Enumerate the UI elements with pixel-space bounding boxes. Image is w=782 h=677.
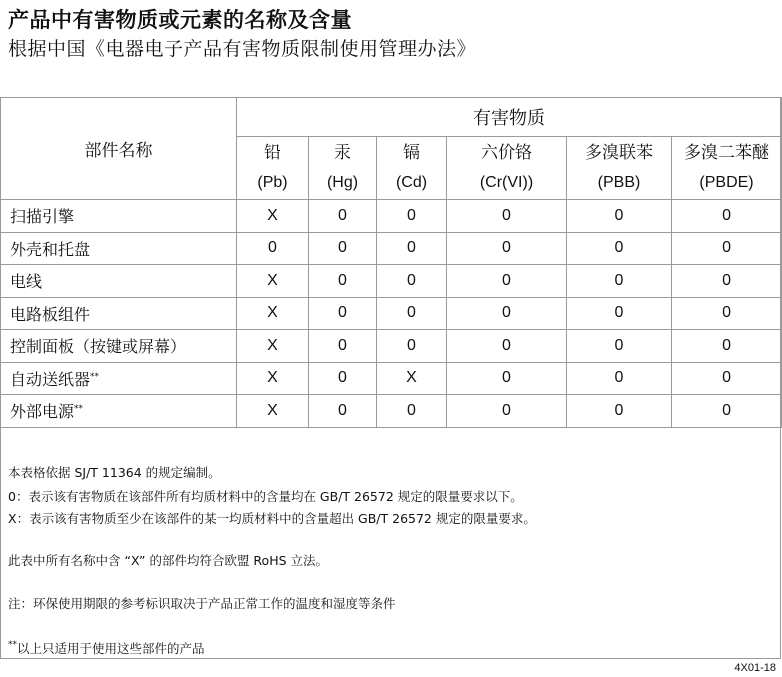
- substance-value-cell: 0: [237, 232, 309, 265]
- substance-value-cell: X: [237, 330, 309, 363]
- page-subtitle: 根据中国《电器电子产品有害物质限制使用管理办法》: [8, 38, 477, 60]
- substance-value-cell: X: [377, 362, 447, 395]
- note-environment-period: 注：环保使用期限的参考标识取决于产品正常工作的温度和湿度等条件: [8, 596, 396, 611]
- table-row: [1, 265, 782, 298]
- substance-value-cell: 0: [672, 297, 782, 330]
- substance-value-cell: 0: [377, 395, 447, 428]
- note-zero-meaning: 0：表示该有害物质在该部件所有均质材料中的含量均在 GB/T 26572 规定的限量要求以下。: [8, 489, 523, 504]
- substance-value-cell: 0: [447, 395, 567, 428]
- part-name-cell: [1, 362, 237, 395]
- substance-value-cell: 0: [567, 200, 672, 233]
- substance-value-cell: 0: [567, 265, 672, 298]
- substance-value-cell: X: [237, 200, 309, 233]
- note-applicability-text: 以上只适用于使用这些部件的产品: [17, 641, 205, 656]
- substance-name: 六价铬: [481, 143, 532, 163]
- substance-value-cell: 0: [672, 232, 782, 265]
- substance-value-cell: 0: [567, 362, 672, 395]
- substance-value-cell: 0: [447, 330, 567, 363]
- substance-value-cell: 0: [309, 362, 377, 395]
- substance-symbol: (PBB): [597, 174, 641, 191]
- part-name-cell: [1, 200, 237, 233]
- substance-header: [237, 137, 309, 200]
- substance-value-cell: X: [237, 362, 309, 395]
- substance-value-cell: 0: [309, 232, 377, 265]
- substance-value-cell: 0: [309, 330, 377, 363]
- substance-value-cell: 0: [377, 265, 447, 298]
- substance-value-cell: 0: [672, 200, 782, 233]
- part-name-cell: [1, 232, 237, 265]
- note-rohs: 此表中所有名称中含 “X” 的部件均符合欧盟 RoHS 立法。: [8, 553, 329, 568]
- substance-value-cell: 0: [447, 265, 567, 298]
- substance-value-cell: 0: [447, 362, 567, 395]
- substance-header: [447, 137, 567, 200]
- substance-value-cell: 0: [309, 200, 377, 233]
- part-name: 电路板组件: [10, 304, 91, 324]
- part-name: 自动送纸器: [10, 369, 91, 389]
- substance-value-cell: 0: [672, 330, 782, 363]
- substance-value-cell: 0: [567, 297, 672, 330]
- substance-value-cell: X: [237, 265, 309, 298]
- part-name-cell: [1, 395, 237, 428]
- substance-value-cell: 0: [447, 232, 567, 265]
- part-name-header: 部件名称: [1, 98, 237, 200]
- substance-symbol: (Cd): [395, 174, 428, 191]
- substance-name: 铅: [264, 143, 281, 163]
- substance-value-cell: 0: [377, 200, 447, 233]
- note-applicability: [8, 635, 205, 659]
- substance-value-cell: 0: [672, 362, 782, 395]
- substance-value-cell: 0: [377, 232, 447, 265]
- hazardous-substance-table: [0, 97, 782, 428]
- asterisk-mark: **: [90, 371, 100, 382]
- part-name: 电线: [10, 272, 43, 292]
- substance-symbol: (Pb): [257, 174, 288, 191]
- substance-value-cell: 0: [672, 395, 782, 428]
- document-code: 4X01-18: [734, 662, 776, 674]
- asterisk-mark: **: [74, 404, 84, 415]
- substance-value-cell: 0: [447, 297, 567, 330]
- substance-symbol: (Cr(VI)): [479, 174, 534, 191]
- substance-name: 多溴联苯: [585, 143, 653, 163]
- substance-header: [309, 137, 377, 200]
- table-row: [1, 362, 782, 395]
- substance-value-cell: 0: [377, 297, 447, 330]
- part-name: 外壳和托盘: [10, 239, 91, 259]
- substance-value-cell: 0: [567, 395, 672, 428]
- part-name-cell: [1, 265, 237, 298]
- substance-header: [567, 137, 672, 200]
- substance-symbol: (PBDE): [699, 174, 754, 191]
- substance-value-cell: 0: [309, 297, 377, 330]
- substance-name: 镉: [403, 143, 420, 163]
- substance-value-cell: 0: [309, 265, 377, 298]
- substance-header: [672, 137, 782, 200]
- substance-header: [377, 137, 447, 200]
- table-row: [1, 297, 782, 330]
- substance-value-cell: 0: [672, 265, 782, 298]
- hazardous-substance-header: 有害物质: [237, 98, 782, 137]
- table-row: [1, 200, 782, 233]
- part-name: 扫描引擎: [10, 207, 75, 227]
- substance-value-cell: 0: [309, 395, 377, 428]
- substance-value-cell: X: [237, 297, 309, 330]
- substance-value-cell: 0: [377, 330, 447, 363]
- page-title: 产品中有害物质或元素的名称及含量: [8, 8, 352, 32]
- table-row: [1, 232, 782, 265]
- substance-name: 汞: [334, 143, 351, 163]
- part-name: 外部电源: [10, 402, 75, 422]
- part-name-cell: [1, 297, 237, 330]
- table-row: [1, 330, 782, 363]
- substance-value-cell: 0: [567, 232, 672, 265]
- note-x-meaning: X：表示该有害物质至少在该部件的某一均质材料中的含量超出 GB/T 26572 规定的限量要求。: [8, 511, 536, 526]
- note-standard: 本表格依据 SJ/T 11364 的规定编制。: [8, 465, 221, 480]
- substance-symbol: (Hg): [326, 174, 359, 191]
- note-asterisk-mark: **: [8, 640, 17, 650]
- part-name-cell: [1, 330, 237, 363]
- table-row: [1, 395, 782, 428]
- substance-value-cell: 0: [567, 330, 672, 363]
- part-name: 控制面板（按键或屏幕）: [10, 337, 187, 357]
- substance-value-cell: 0: [447, 200, 567, 233]
- substance-name: 多溴二苯醚: [684, 143, 770, 163]
- substance-value-cell: X: [237, 395, 309, 428]
